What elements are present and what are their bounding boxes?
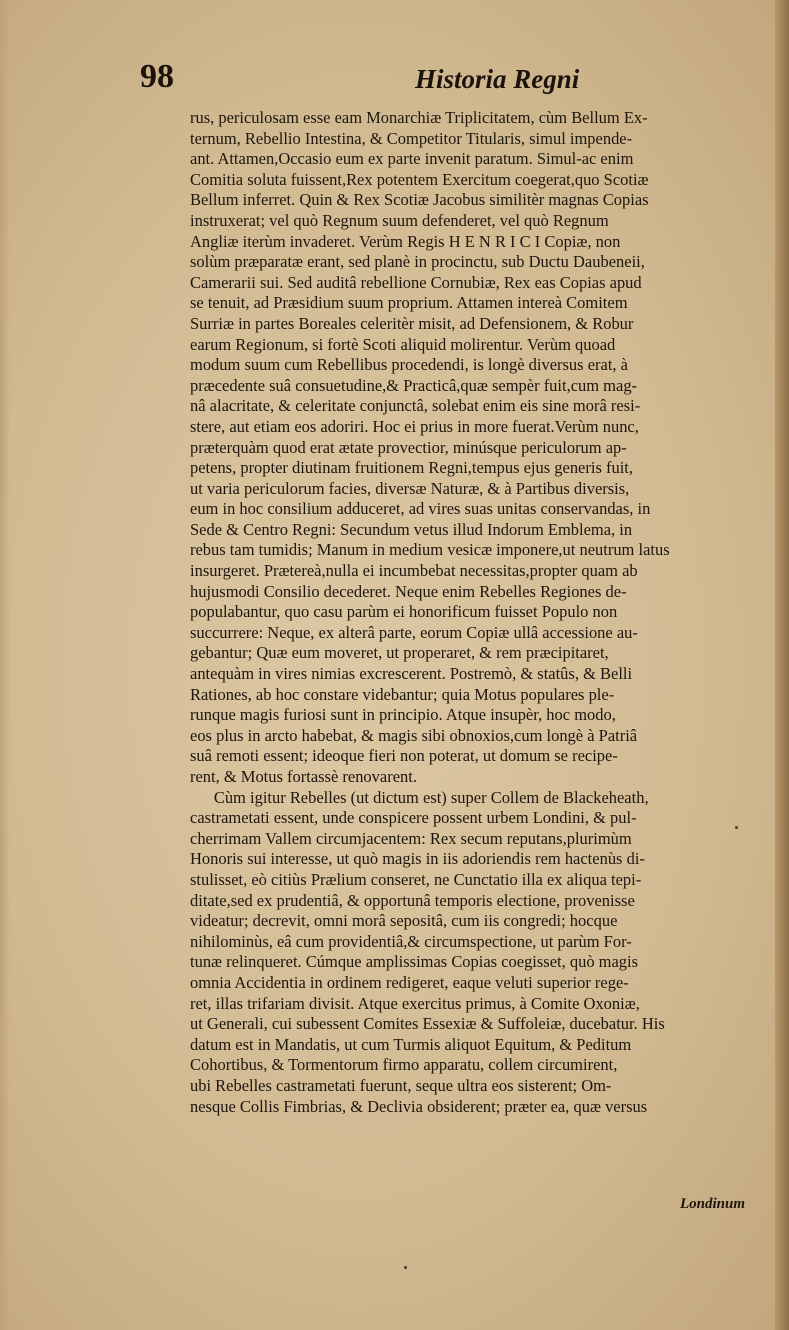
page-gutter-shadow — [0, 0, 10, 1330]
text-line: runque magis furiosi sunt in principio. Atque insupèr, hoc modo, — [190, 705, 616, 725]
page-number: 98 — [140, 58, 174, 95]
text-line: nihilominùs, eâ cum providentiâ,& circumspectione, ut parùm For- — [190, 931, 632, 951]
text-line: Honoris sui interesse, ut quò magis in iis adoriendis rem hactenùs di- — [190, 849, 645, 869]
text-line: tunæ relinqueret. Cúmque amplissimas Copias coegisset, quò magis — [190, 952, 639, 972]
text-line: succurrere: Neque, ex alterâ parte, eorum Copiæ ullâ accessione au- — [190, 622, 638, 642]
text-line: se tenuit, ad Præsidium suum proprium. Attamen intereà Comitem — [190, 293, 628, 313]
text-line: Angliæ iterùm invaderet. Verùm Regis H E N R I C I Copiæ, non — [190, 231, 621, 251]
text-line: stulisset, eò citiùs Prælium conseret, ne Cunctatio illa ex aliqua tepi- — [190, 869, 642, 889]
text-line: ut Generali, cui subessent Comites Essexiæ & Suffoleiæ, ducebatur. His — [190, 1014, 665, 1034]
page-header — [130, 58, 770, 104]
text-line: solùm præparatæ erant, sed planè in procinctu, sub Ductu Daubeneii, — [190, 252, 645, 272]
text-line: præcedente suâ consuetudine,& Practicâ,quæ sempèr fuit,cum mag- — [190, 375, 638, 395]
text-line: nesque Collis Fimbrias, & Declivia obsiderent; præter ea, quæ versus — [190, 1096, 648, 1116]
paper-speck — [735, 826, 738, 829]
text-line: datum est in Mandatis, ut cum Turmis aliquot Equitum, & Peditum — [190, 1034, 632, 1054]
paper-speck — [404, 1266, 407, 1269]
text-block — [190, 108, 768, 1117]
text-line: ant. Attamen,Occasio eum ex parte invenit paratum. Simul-ac enim — [190, 149, 634, 169]
text-line: earum Regionum, si fortè Scoti aliquid molirentur. Verùm quoad — [190, 334, 616, 354]
text-line: omnia Accidentia in ordinem redigeret, eaque veluti superior rege- — [190, 972, 629, 992]
text-line: populabantur, quo casu parùm ei honorificum fuisset Populo non — [190, 602, 618, 622]
text-line: insurgeret. Prætereà,nulla ei incumbebat necessitas,propter quam ab — [190, 561, 638, 581]
running-title: Historia Regni — [415, 64, 580, 94]
catchword: Londinum — [680, 1196, 746, 1212]
text-line: Sede & Centro Regni: Secundum vetus illud Indorum Emblema, in — [190, 519, 633, 539]
text-line: hujusmodi Consilio decederet. Neque enim Rebelles Regiones de- — [190, 581, 627, 601]
text-line: Surriæ in partes Boreales celeritèr misit, ad Defensionem, & Robur — [190, 313, 634, 333]
text-line: petens, propter diutinam fruitionem Regni,tempus ejus generis fuit, — [190, 458, 633, 478]
text-line: rebus tam tumidis; Manum in medium vesicæ imponere,ut neutrum latus — [190, 540, 670, 560]
text-line: suâ remoti essent; ideoque fieri non poterat, ut domum se recipe- — [190, 746, 618, 766]
text-line: Camerarii sui. Sed auditâ rebellione Cornubiæ, Rex eas Copias apud — [190, 272, 642, 292]
text-line: Rationes, ab hoc constare videbantur; quia Motus populares ple- — [190, 684, 615, 704]
text-line: castrametati essent, unde conspicere possent urbem Londini, & pul- — [190, 808, 637, 828]
text-line: eum in hoc consilium adduceret, ad vires suas unitas conservandas, in — [190, 499, 651, 519]
text-line: modum suum cum Rebellibus procedendi, is longè diversus erat, à — [190, 355, 628, 375]
text-line: eos plus in arcto habebat, & magis sibi obnoxios,cum longè à Patriâ — [190, 725, 638, 745]
text-line: videatur; decrevit, omni morâ sepositâ, cum iis congredi; hocque — [190, 911, 618, 931]
text-line: Comitia soluta fuissent,Rex potentem Exercitum coegerat,quo Scotiæ — [190, 169, 649, 189]
text-line: gebantur; Quæ eum moveret, ut properaret, & rem præcipitaret, — [190, 643, 609, 663]
page-edge-shadow — [775, 0, 789, 1330]
text-line: ut varia periculorum facies, diversæ Naturæ, & à Partibus diversis, — [190, 478, 630, 498]
text-line: nâ alacritate, & celeritate conjunctâ, solebat enim eis sine morâ resi- — [190, 396, 641, 416]
text-line: ditate,sed ex prudentiâ, & opportunâ temporis electione, provenisse — [190, 890, 635, 910]
text-line: Cohortibus, & Tormentorum firmo apparatu, collem circumirent, — [190, 1055, 618, 1075]
text-line: ternum, Rebellio Intestina, & Competitor Titularis, simul impende- — [190, 128, 633, 148]
text-line: ret, illas trifariam divisit. Atque exercitus primus, à Comite Oxoniæ, — [190, 993, 640, 1013]
text-line: stere, aut etiam eos adoriri. Hoc ei prius in more fuerat.Verùm nunc, — [190, 416, 639, 436]
text-line: rus, periculosam esse eam Monarchiæ Triplicitatem, cùm Bellum Ex- — [190, 108, 648, 127]
text-line: rent, & Motus fortassè renovarent. — [190, 767, 417, 786]
text-line: cherrimam Vallem circumjacentem: Rex secum reputans,plurimùm — [190, 828, 632, 848]
text-line: Cùm igitur Rebelles (ut dictum est) super Collem de Blackeheath, — [213, 787, 649, 807]
text-line: Bellum inferret. Quin & Rex Scotiæ Jacobus similitèr magnas Copias — [190, 190, 649, 210]
text-line: præterquàm quod erat ætate provectior, minúsque periculorum ap- — [190, 437, 627, 457]
text-line: instruxerat; vel quò Regnum suum defenderet, vel quò Regnum — [190, 210, 609, 230]
text-line: antequàm in vires nimias excrescerent. Postremò, & statûs, & Belli — [190, 664, 633, 684]
text-line: ubi Rebelles castrametati fuerunt, seque ultra eos sisterent; Om- — [190, 1075, 612, 1095]
